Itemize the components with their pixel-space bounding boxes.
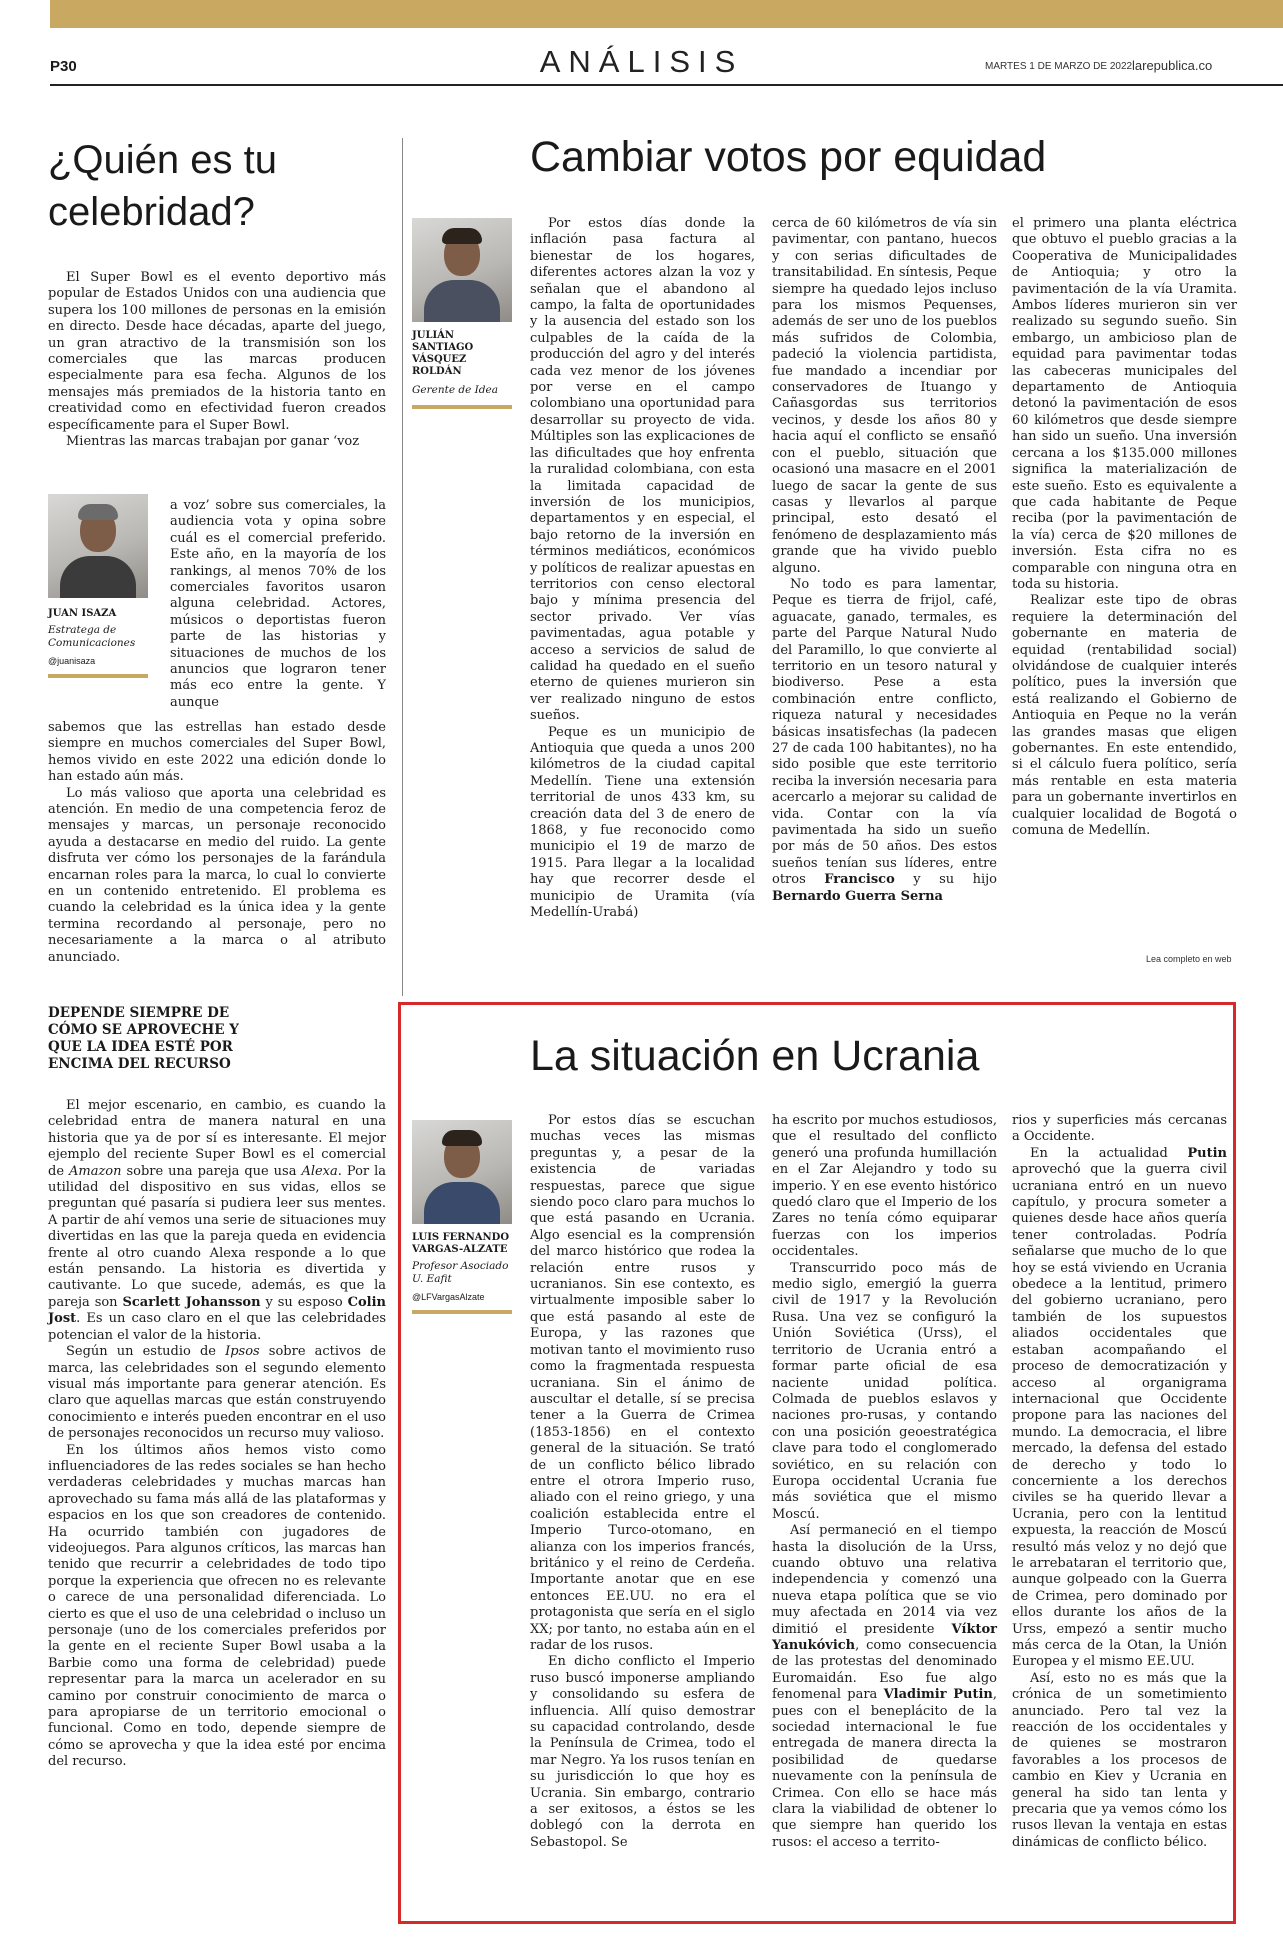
top-author-name: JULIÁN SANTIAGO VÁSQUEZ ROLDÁN bbox=[412, 330, 474, 377]
name-francisco: Francisco bbox=[824, 872, 895, 888]
name-vladimir-putin: Vladimir Putin bbox=[883, 1687, 993, 1703]
bottom-author-rule bbox=[412, 1310, 512, 1314]
top-author-role: Gerente de Idea bbox=[412, 384, 498, 396]
top-c3-p1: el primero una planta eléctrica que obtuvo el pueblo gracias a la Cooperativa de Municipalidades de Antioquia; y otro la pavimentación de la vía Uramita. Ambos líderes murieron sin ver realizado su segundo sueño. Sin embargo, un ambicioso plan de equidad para pavimentar todas las cabeceras municipales del departamento de Antioquia detonó la pavimentación de esos 60 kilómetros que desde siempre han sido un sueño. Una inversión cercana a los $135.000 millones significa la materialización de este sueño. Esto es equivalente a que cada habitante de Peque reciba (por la pavimentación de la vía) cerca de $20 millones de inversión. Esta cifra no es comparable con ninguna otra en toda su historia. bbox=[1012, 216, 1237, 592]
top-c1-p2: Peque es un municipio de Antioquia que queda a unos 200 kilómetros de la ciudad capital Medellín. Tiene una extensión territorial de unos 433 km, su creación data del 3 de enero de 1868, y fue reconocido como municipio el 19 de marzo de 1915. Para llegar a la localidad hay que recorrer desde el municipio de Uramita (vía Medellín-Urabá) bbox=[530, 724, 755, 921]
bottom-c2-p1: ha escrito por muchos estudiosos, que el resultado del conflicto generó una profunda humillación en el Zar Alejandro y todo su imperio. Y en ese evento histórico quedó claro que el Imperio de los Zares no tenía cómo equiparar fuerzas con los imperios occidentales. bbox=[772, 1113, 997, 1260]
bottom-author-handle[interactable]: @LFVargasAlzate bbox=[412, 1292, 485, 1302]
bottom-article-title: La situación en Ucrania bbox=[530, 1032, 980, 1080]
bottom-article-col1 bbox=[530, 1113, 755, 1851]
top-article-col1 bbox=[530, 216, 755, 921]
bottom-c3-p3: Así, esto no es más que la crónica de un sometimiento anunciado. Pero tal vez la reacción de los occidentales y de quienes se mostraron favorables a los procesos de cambio en Kiev y Ucrania en general ha sido tan lenta y precaria que ya vemos cómo los rusos llevan la ventaja en estas dinámicas de conflicto bélico. bbox=[1012, 1670, 1227, 1850]
top-author-rule bbox=[412, 405, 512, 409]
bottom-article-col3 bbox=[1012, 1113, 1227, 1851]
site-link[interactable]: larepublica.co bbox=[1132, 58, 1213, 73]
top-c2-p2: No todo es para lamentar, Peque es tierra de frijol, café, aguacate, ganado, termales, es parte del Parque Natural Nudo del Paramillo, lo que convierte al territorio en un tesoro natural y biodiverso. Pese a esta combinación entre conflicto, riqueza natural y necesidades básicas insatisfechas (la padecen 27 de cada 100 habitantes), no ha sido posible que este territorio reciba la inversión necesaria para acercarlo a mejorar su calidad de vida. Contar con la vía pavimentada ha sido un sueño por más de 50 años. Des estos sueños tenían sus líderes, entre otros Francisco y su hijo Bernardo Guerra Serna bbox=[772, 576, 997, 904]
left-article-col-a bbox=[48, 270, 386, 450]
top-color-bar bbox=[50, 0, 1283, 28]
left-p6: En los últimos años hemos visto como influenciadores de las redes sociales se han hecho verdaderas celebridades y muchas marcas han aprovechado su fama más allá de las plataformas y espacios en los que son creadores de contenido. Ha ocurrido también con jugadores de videojuegos. Para algunos críticos, las marcas han tenido que recurrir a celebridades de todo tipo porque la experiencia que ofrecen no es relevante o carece de una personalidad diferenciada. Lo cierto es que el uso de una celebridad o incluso un personaje (uno de los comerciales preferidos por la gente en el reciente Super Bowl usaba a la Barbie como una forma de celebridad) puede representar para la marca un acelerador en su camino por construir conocimiento de marca o para apropiarse de un territorio emocional o funcional. Como en todo, depende siempre de cómo se aprovecha y que la idea esté por encima del recurso. bbox=[48, 1442, 386, 1770]
bottom-c3-p2: En la actualidad Putin aprovechó que la guerra civil ucraniana entró en un nuevo capítulo, y procura someter a quienes desde hace años quería tener controladas. Podría señalarse que mucho de lo que hoy se está viviendo en Ucrania obedece a la lentitud, primero del gobierno ucraniano, pero también de los supuestos aliados occidentales que estaban acompañando el proceso de democratización y acceso al organigrama internacional que Occidente propone para las naciones del mundo. La democracia, el libre mercado, la defensa del estado de derecho y todo lo concerniente a los derechos civiles se ha querido llevar a Ucrania, pero con la lentitud expuesta, la reacción de Moscú resultó más veloz y no dejó que le arrebataran el territorio que, aunque golpeado con la Guerra de Crimea, pero dominado por ellos durante los años de la Urss, empezó a sentir mucho más cerca de la Otan, la Unión Europea y el mismo EE.UU. bbox=[1012, 1145, 1227, 1670]
left-p1: El Super Bowl es el evento deportivo más popular de Estados Unidos con una audiencia que supera los 100 millones de personas en la emisión en directo. Desde hace décadas, aparte del juego, un gran atractivo de la transmisión son los comerciales que las marcas producen especialmente para esa fecha. Algunos de los mensajes más premiados de la historia tanto en creatividad como en efectividad fueron creados específicamente para el Super Bowl. bbox=[48, 270, 386, 433]
header-rule bbox=[50, 84, 1283, 86]
name-bernardo: Bernardo Guerra Serna bbox=[772, 888, 943, 904]
left-title-line2: celebridad? bbox=[48, 190, 255, 234]
bottom-c1-p2: En dicho conflicto el Imperio ruso buscó imponerse ampliando y consolidando su esfera de influencia. Allí quiso demostrar su capacidad controlando, desde la Península de Crimea, todo el mar Negro. Ya los rusos tenían en su jurisdicción lo que hoy es Ucrania. Sin embargo, contrario a ser exitosos, a éstos se les doblegó con la derrota en Sebastopol. Se bbox=[530, 1654, 755, 1850]
top-article-col2 bbox=[772, 216, 997, 905]
left-p2-wrap: a voz’ sobre sus comerciales, la audiencia vota y opina sobre cuál es el comercial preferido. Este año, en la mayoría de los rankings, al menos 70% de los comerciales favoritos usaron alguna celebridad. Actores, músicos o deportistas fueron parte de las historias y situaciones de muchos de los anuncios que lograron tener más eco entre la gente. Y aunque bbox=[170, 498, 386, 710]
left-article-col-b bbox=[48, 720, 386, 966]
read-more-link[interactable]: Lea completo en web bbox=[1146, 954, 1232, 964]
left-author-handle[interactable]: @juanisaza bbox=[48, 656, 96, 666]
name-putin: Putin bbox=[1187, 1145, 1227, 1161]
edition-date: MARTES 1 DE MARZO DE 2022 bbox=[985, 61, 1133, 72]
brand-amazon: Amazon bbox=[68, 1163, 122, 1179]
left-author-name: JUAN ISAZA bbox=[48, 608, 117, 619]
top-c3-p2: Realizar este tipo de obras requiere la determinación del gobernante en materia de equidad (rentabilidad social) olvidándose de cualquier interés político, pues la inversión que está realizando el Gobierno de Antioquia en Peque no la verán las grandes masas que eligen gobernantes. En este entendido, si el cálculo fuera político, sería más rentable en esta materia para un gobernante invertirlos en cualquier localidad de Bogotá o comuna de Medellín. bbox=[1012, 593, 1237, 839]
page-number: P30 bbox=[50, 58, 77, 75]
top-article-title: Cambiar votos por equidad bbox=[530, 133, 1047, 181]
left-title-line1: ¿Quién es tu bbox=[48, 138, 278, 182]
top-author-box bbox=[412, 218, 517, 409]
left-author-box bbox=[48, 494, 166, 678]
bottom-author-name: LUIS FERNANDO VARGAS-ALZATE bbox=[412, 1232, 510, 1255]
top-article-col3 bbox=[1012, 216, 1237, 839]
left-p4: El mejor escenario, en cambio, es cuando la celebridad entra de manera natural en una historia que ya de por sí es interesante. El mejor ejemplo del reciente Super Bowl es el comercial de Amazon sobre una pareja que usa Alexa. Por la utilidad del dispositivo en sus vidas, ellos se preguntan qué pasaría si pudiera leer sus mentes. A partir de ahí vemos una serie de situaciones muy divertidas en las que la pareja queda en evidencia frente al otro cuando Alexa responde a lo que están pensando. La historia es divertida y cautivante. Lo que sucede, además, es que la pareja son Scarlett Johansson y su esposo Colin Jost. Es un caso claro en el que las celebridades potencian el valor de la historia. bbox=[48, 1098, 386, 1343]
left-p3: Lo más valioso que aporta una celebridad es atención. En medio de una competencia feroz de mensajes y marcas, un personaje reconocido ayuda a destacarse en medio del ruido. La gente disfruta ver cómo los personajes de la farándula encarnan roles para la marca, lo cual lo convierte en un contenido entretenido. El problema es cuando la celebridad es la única idea y la gente termina recordando al personaje, pero no necesariamente a la marca o al atributo anunciado. bbox=[48, 785, 386, 965]
left-p2-rest: sabemos que las estrellas han estado desde siempre en muchos comerciales del Super Bowl, hemos vivido en este 2022 una edición donde lo han estado aún más. bbox=[48, 720, 386, 785]
left-p2-top: Mientras las marcas trabajan por ganar ‘voz bbox=[66, 434, 360, 450]
bottom-c2-p3: Así permaneció en el tiempo hasta la disolución de la Urss, cuando obtuvo una relativa independencia y comenzó una nueva etapa política que se vio muy afectada en 2014 via vez dimitió el presidente Víktor Yanukóvich, como consecuencia de las protestas del denominado Euromaidán. Eso fue algo fenomenal para Vladimir Putin, pues con el beneplácito de la sociedad internacional le fue entregada de manera directa la posibilidad de quedarse nuevamente con la península de Crimea. Con ello se hace más clara la viabilidad de obtener lo que siempre han querido los rusos: el acceso a territo- bbox=[772, 1523, 997, 1850]
author-photo-luis-vargas bbox=[412, 1120, 512, 1224]
section-title: ANÁLISIS bbox=[539, 44, 744, 79]
left-subhead: DEPENDE SIEMPRE DE CÓMO SE APROVECHE Y QUE LA IDEA ESTÉ POR ENCIMA DEL RECURSO bbox=[48, 1005, 239, 1072]
top-c2-p1: cerca de 60 kilómetros de vía sin pavimentar, con pantano, huecos y con serias dificultades de transitabilidad. En síntesis, Peque siempre ha quedado lejos incluso para los mismos Pequenses, además de ser uno de los pueblos más sufridos de Colombia, padeció la violencia partidista, fue mandado a incendiar por conservadores de Ituango y Cañasgordas sus territorios vecinos, y desde los años 80 y hacia aquí el conflicto se ensañó con el pueblo, situación que ocasionó una masacre en el 2001 luego de sacar la gente de sus casas y llevarlos al parque principal, esto desató el fenómeno de desplazamiento más grande que ha vivido pueblo alguno. bbox=[772, 216, 997, 576]
left-author-role: Estratega de Comunicaciones bbox=[48, 624, 136, 649]
top-c1-p1: Por estos días donde la inflación pasa factura al bienestar de los hogares, diferentes actores alzan la voz y señalan que el abandono al campo, la falta de oportunidades y la ausencia del estado son los culpables de la caída de la producción del agro y del interés cada vez menor de los jóvenes por verse en el campo colombiano una oportunidad para desarrollar su proyecto de vida. Múltiples son las explicaciones de las dificultades que hoy enfrenta la ruralidad colombiana, con esta la limitada capacidad de inversión de los municipios, departamentos y en especial, el bajo retorno de la inversión en términos mediáticos, económicos y políticos de realizar apuestas en territorios con censo electoral bajo y mínima presencia del sector privado. Ver vías pavimentadas, agua potable y acceso a servicios de salud de calidad ha quedado en el sueño eterno de quienes murieron sin ver realizado ninguno de estos sueños. bbox=[530, 216, 755, 724]
left-article-col-wrap bbox=[170, 498, 386, 711]
bottom-article-col2 bbox=[772, 1113, 997, 1851]
name-scarlett: Scarlett Johansson bbox=[122, 1294, 261, 1310]
column-divider bbox=[402, 138, 403, 996]
brand-alexa: Alexa bbox=[301, 1163, 338, 1179]
name-colin: Colin Jost bbox=[48, 1294, 386, 1327]
bottom-c1-p1: Por estos días se escuchan muchas veces las mismas preguntas y, a pesar de la existencia de variadas respuestas, parece que sigue siendo poco claro para muchos lo que está pasando en Ucrania. Algo esencial es la comprensión del marco histórico que rodea la relación entre rusos y ucranianos. Sin ese contexto, es virtualmente imposible saber lo que está pasando al este de Europa, y las razones que motivan tanto el movimiento ruso como la fragmentada respuesta ucraniana. Sin el ánimo de auscultar el detalle, sí se precisa tener a la Guerra de Crimea (1853-1856) en el contexto general de la situación. Se trató de un conflicto bélico librado entre el otrora Imperio ruso, aliado con el reino griego, y una coalición establecida entre el Imperio Turco-otomano, en alianza con los imperios francés, británico y el reino de Cerdeña. Importante anotar que en ese entonces EE.UU. no era el protagonista que sería en el siglo XX; por tanto, no estaba aún en el radar de los rusos. bbox=[530, 1113, 755, 1653]
name-viktor: Víktor Yanukóvich bbox=[772, 1621, 997, 1653]
bottom-c2-p2: Transcurrido poco más de medio siglo, emergió la guerra civil de 1917 y la Revolución Rusa. Una vez se configuró la Unión Soviética (Urss), el territorio de Ucrania entró a formar parte oficial de esa naciente unidad política. Colmada de pueblos eslavos y naciones pro-rusas, y contando con una posición geoestratégica clave para todo el conglomerado soviético, en su relación con Europa occidental Ucrania fue más soviética que el mismo Moscú. bbox=[772, 1260, 997, 1522]
bottom-c3-p1: rios y superficies más cercanas a Occidente. bbox=[1012, 1113, 1227, 1145]
left-article-col-c bbox=[48, 1098, 386, 1771]
left-p5: Según un estudio de Ipsos sobre activos de marca, las celebridades son el segundo elemento visual más importante para generar atención. Es claro que aquellas marcas que están construyendo conocimiento e interés pueden encontrar en el uso de personajes reconocidos un recurso muy valioso. bbox=[48, 1344, 386, 1442]
left-author-rule bbox=[48, 674, 148, 678]
author-photo-julian-vasquez bbox=[412, 218, 512, 322]
bottom-author-role: Profesor Asociado U. Eafit bbox=[412, 1260, 509, 1285]
bottom-author-box bbox=[412, 1120, 517, 1314]
brand-ipsos: Ipsos bbox=[225, 1344, 260, 1360]
left-article-title bbox=[48, 134, 277, 238]
author-photo-juan-isaza bbox=[48, 494, 148, 598]
